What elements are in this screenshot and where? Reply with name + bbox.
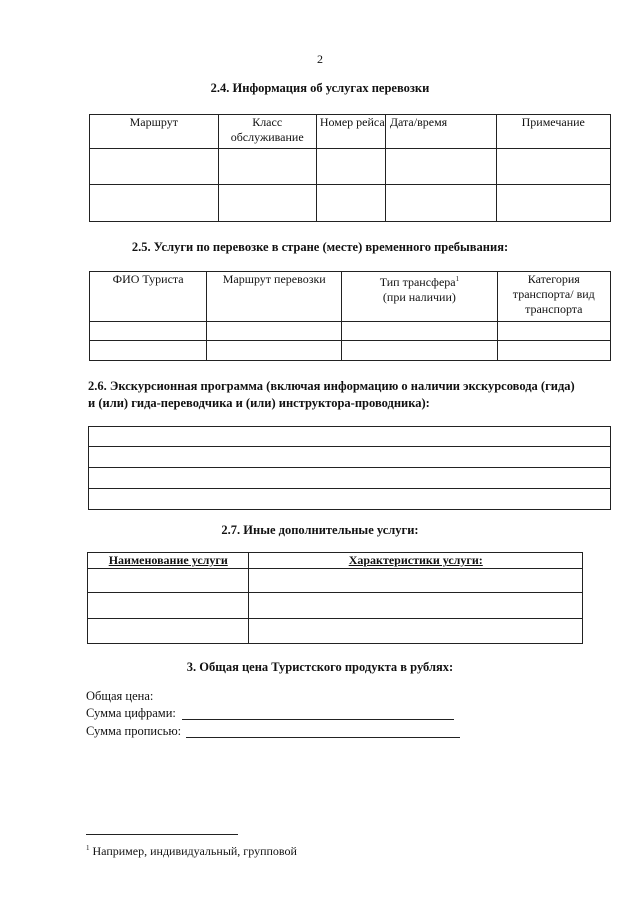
table-cell[interactable] — [90, 149, 219, 185]
table-cell[interactable] — [316, 185, 385, 222]
table-cell[interactable] — [496, 149, 611, 185]
table-cell[interactable] — [342, 322, 497, 341]
table-cell[interactable] — [249, 619, 583, 644]
table-cell[interactable] — [385, 149, 496, 185]
footnote-marker: 1 — [86, 844, 90, 852]
table-cell[interactable] — [207, 322, 342, 341]
table-cell[interactable] — [207, 341, 342, 361]
table-row — [90, 149, 611, 185]
additional-services-table — [87, 552, 583, 644]
footnote — [86, 844, 297, 859]
table-cell[interactable] — [90, 322, 207, 341]
sum-digits-field[interactable] — [182, 719, 454, 720]
table-cell[interactable] — [385, 185, 496, 222]
table-cell[interactable] — [496, 185, 611, 222]
table-row — [90, 185, 611, 222]
col-service-class: Класс обслуживание — [218, 115, 316, 149]
sum-words-field[interactable] — [186, 737, 460, 738]
table-cell[interactable] — [249, 569, 583, 593]
col-service-characteristics: Характеристики услуги: — [249, 553, 583, 569]
table-row — [88, 619, 583, 644]
table-cell[interactable] — [90, 185, 219, 222]
col-tourist-name: ФИО Туриста — [90, 272, 207, 322]
table-header-row — [88, 553, 583, 569]
col-date-time: Дата/время — [385, 115, 496, 149]
page-number: 2 — [317, 52, 323, 66]
footnote-text: Например, индивидуальный, групповой — [92, 844, 297, 858]
footnote-ref: 1 — [455, 275, 460, 283]
col-transfer-type — [342, 272, 497, 322]
section-2-5-title: 2.5. Услуги по перевозке в стране (месте) временного пребывания: — [131, 240, 509, 254]
col-note: Примечание — [496, 115, 611, 149]
local-transfer-table — [89, 271, 611, 361]
excursion-program-box[interactable] — [88, 426, 611, 510]
table-row — [88, 593, 583, 619]
table-cell[interactable] — [88, 593, 249, 619]
transport-services-table — [89, 114, 611, 222]
table-cell[interactable] — [218, 149, 316, 185]
table-cell[interactable] — [316, 149, 385, 185]
col-service-name: Наименование услуги — [88, 553, 249, 569]
transfer-type-label: Тип трансфера — [379, 275, 456, 289]
col-route: Маршрут — [90, 115, 219, 149]
excursion-line — [88, 467, 611, 468]
table-cell[interactable] — [88, 619, 249, 644]
section-2-6-title-line2: и (или) гида-переводчика и (или) инструктора-проводника): — [88, 396, 430, 410]
section-3-title: 3. Общая цена Туристского продукта в рублях: — [186, 660, 454, 674]
table-cell[interactable] — [90, 341, 207, 361]
table-cell[interactable] — [249, 593, 583, 619]
section-2-6-title — [88, 378, 575, 412]
table-row — [90, 322, 611, 341]
footnote-divider — [86, 834, 238, 835]
excursion-line — [88, 446, 611, 447]
col-transport-category: Категория транспорта/ вид транспорта — [497, 272, 610, 322]
col-transfer-route: Маршрут перевозки — [207, 272, 342, 322]
section-2-4-title: 2.4. Информация об услугах перевозки — [210, 81, 430, 95]
table-row — [88, 569, 583, 593]
transfer-type-note: (при наличии) — [382, 290, 456, 304]
section-2-7-title: 2.7. Иные дополнительные услуги: — [221, 523, 419, 537]
col-flight-number: Номер рейса — [316, 115, 385, 149]
total-price-label: Общая цена: — [86, 689, 154, 703]
table-header-row — [90, 115, 611, 149]
table-cell[interactable] — [342, 341, 497, 361]
section-2-6-title-line1: 2.6. Экскурсионная программа (включая информацию о наличии экскурсовода (гида) — [88, 379, 575, 393]
table-header-row — [90, 272, 611, 322]
sum-words-label: Сумма прописью: — [86, 724, 182, 738]
table-cell[interactable] — [88, 569, 249, 593]
table-cell[interactable] — [497, 322, 610, 341]
excursion-line — [88, 488, 611, 489]
table-cell[interactable] — [218, 185, 316, 222]
sum-digits-label: Сумма цифрами: — [86, 706, 176, 720]
table-row — [90, 341, 611, 361]
table-cell[interactable] — [497, 341, 610, 361]
